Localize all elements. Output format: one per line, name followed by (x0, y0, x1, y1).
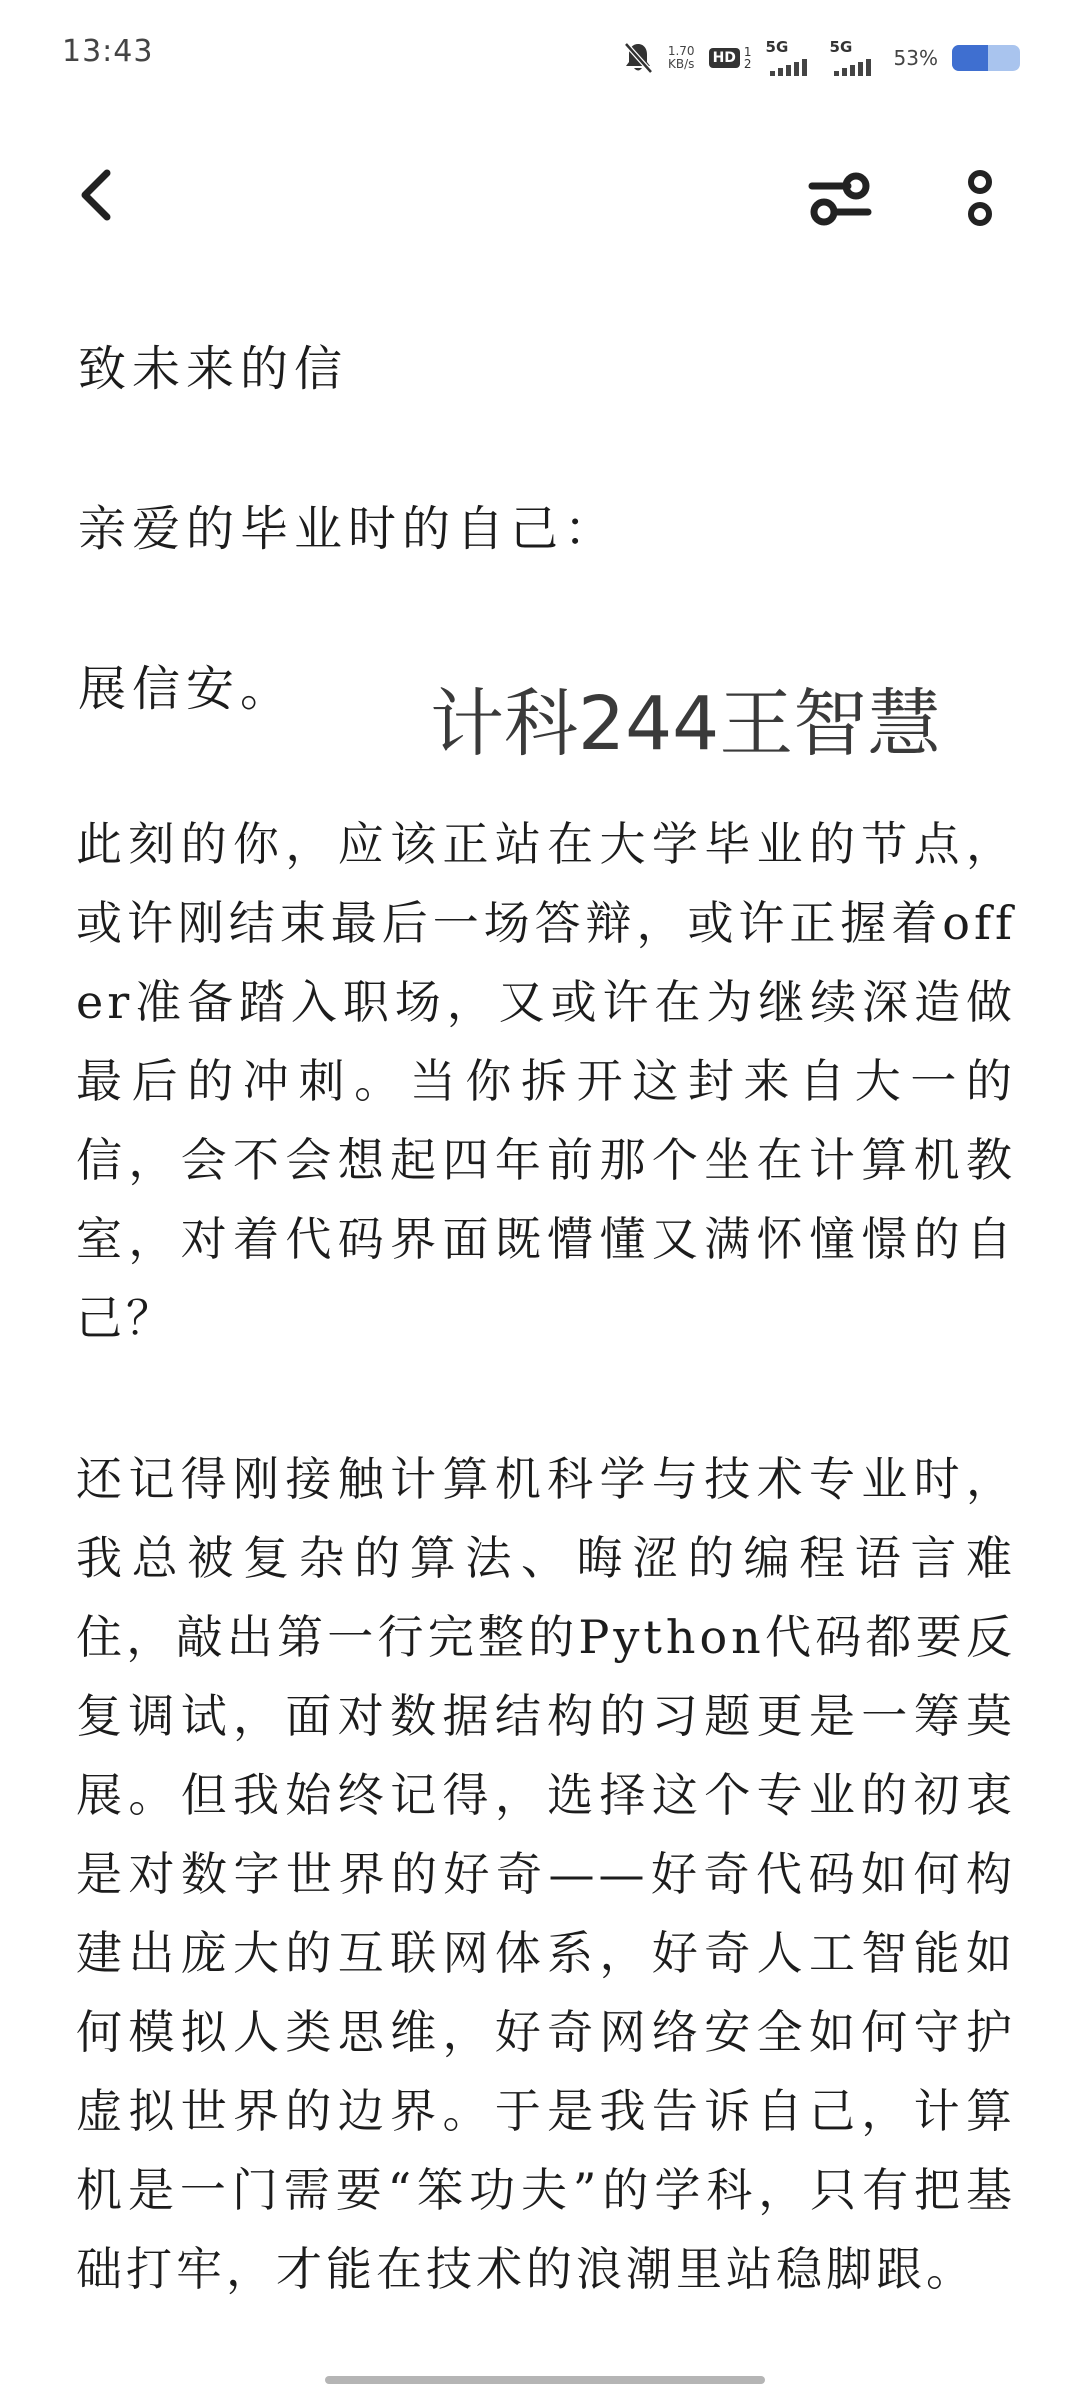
signal-5g-icon (830, 40, 880, 76)
reader-toolbar (0, 130, 1080, 260)
hd-sub-bottom: 2 (743, 57, 752, 71)
battery-icon (952, 45, 1020, 71)
chevron-left-icon (73, 165, 117, 225)
signal-bars (770, 59, 807, 76)
sim2-network-label: 5G (829, 38, 853, 56)
letter-paragraph: 还记得刚接触计算机科学与技术专业时，我总被复杂的算法、晦涩的编程语言难住，敲出第一行完整的Python代码都要反复调试，面对数据结构的习题更是一筹莫展。但我始终记得，选择这个专业的初衷是对数字世界的好奇——好奇代码如何构建出庞大的互联网体系，好奇人工智能如何模拟人类思维，好奇网络安全如何守护虚拟世界的边界。于是我告诉自己，计算机是一门需要“笨功夫”的学科，只有把基础打牢，才能在技术的浪潮里站稳脚跟。 (76, 1452, 1016, 2296)
status-icons (622, 38, 1020, 78)
signal-bars (834, 59, 871, 76)
battery-percent: 53% (893, 46, 938, 70)
net-speed (668, 45, 695, 71)
status-time: 13:43 (62, 34, 154, 69)
hd-sim-index (744, 46, 752, 70)
back-button[interactable] (60, 160, 130, 230)
hd-sub-top: 1 (743, 45, 752, 59)
more-vertical-icon (960, 162, 1000, 234)
letter-greeting: 亲爱的毕业时的自己： (78, 501, 619, 557)
net-speed-value: 1.70 (667, 44, 695, 58)
hd-volte-icon (709, 48, 740, 68)
letter-paragraph: 此刻的你，应该正站在大学毕业的节点，或许刚结束最后一场答辩，或许正握着offer准备踏入职场，又或许在为继续深造做最后的冲刺。当你拆开这封来自大一的信，会不会想起四年前那个坐在计算机教室，对着代码界面既懵懂又满怀憧憬的自己？ (76, 817, 1016, 1345)
signal-5g-icon (766, 40, 816, 76)
reading-settings-button[interactable] (800, 158, 880, 238)
letter-title: 致未来的信 (78, 341, 349, 397)
more-options-button[interactable] (940, 158, 1020, 238)
net-speed-unit: KB/s (668, 57, 695, 71)
hd-label: HD (712, 50, 736, 66)
mute-bell-icon (622, 41, 654, 75)
letter-salutation: 展信安。 (78, 661, 295, 717)
status-bar (0, 0, 1080, 110)
sliders-icon (804, 162, 876, 234)
author-watermark: 计科244王智慧 (430, 681, 942, 767)
battery-level-fill (952, 45, 988, 71)
sim1-network-label: 5G (765, 38, 789, 56)
home-indicator[interactable] (325, 2376, 765, 2384)
